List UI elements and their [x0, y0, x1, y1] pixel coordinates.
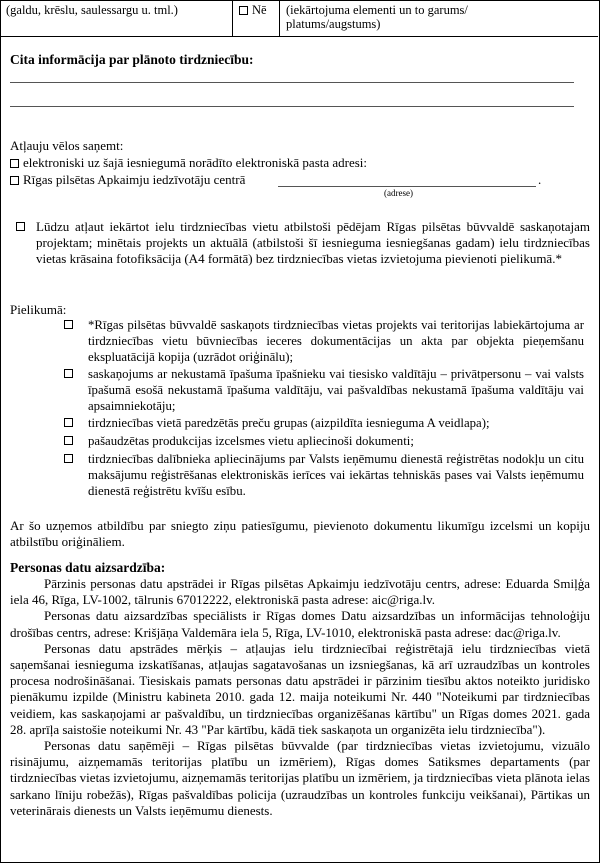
attachment-text: saskaņojums ar nekustamā īpašuma īpašnieku vai tiesisko valdītāju – privātpersonu – vai valsts īpašumā esošā nekustamā īpašuma valdītāju, vai pašvaldības nekustamā īpašuma valdītāju vai apsaimniekotāju;: [88, 367, 584, 413]
data-protection-paragraph: Pārzinis personas datu apstrādei ir Rīgas pilsētas Apkaimju iedzīvotāju centrs, adrese: Eduarda Smiļģa iela 46, Rīga, LV-1002, tālrunis 67012222, elektroniskā pasta adrese: aic@riga.lv.: [10, 576, 590, 608]
elements-line-2: platums/augstums): [286, 17, 381, 31]
address-input-line[interactable]: [278, 186, 536, 187]
permit-option-centre-label: Rīgas pilsētas Apkaimju iedzīvotāju centrā: [23, 172, 246, 187]
attachment-item: [64, 433, 584, 449]
attachment-item: [64, 415, 584, 431]
address-caption: (adrese): [384, 188, 413, 198]
checkbox-centre[interactable]: [10, 176, 19, 185]
top-table-row: [0, 0, 598, 37]
data-protection-paragraph: Personas datu apstrādes mērķis – atļaujas ielu tirdzniecībai reģistrētajā ielu tirdzniecības vietā saņemšanai iesnieguma izskatīšanas, atļaujas sagatavošanas un izsniegšanas, kā arī uzraudzības un kontroles procesa nodrošināšanai. Tiesiskais pamats personas datu apstrādei ir pārzinim tiesību aktos noteikto juridisko pienākumu izpilde (Ministru kabineta 2010. gada 12. maija noteikumi Nr. 440 "Noteikumi par tirdzniecības veidiem, kas saskaņojami ar pašvaldību, un tirdzniecības organizēšanas kārtību" un Rīgas domes 2021. gada 28. aprīļa saistošie noteikumi Nr. 43 "Par kārtību, kādā tiek saskaņota un organizēta ielu tirdzniecība").: [10, 640, 590, 737]
checkbox-attachment-3[interactable]: [64, 418, 73, 427]
address-period: .: [538, 172, 542, 187]
other-info-line-1[interactable]: [10, 82, 574, 83]
permit-heading: Atļauju vēlos saņemt:: [10, 138, 124, 153]
table-cell-elements: [280, 0, 598, 37]
attachment-text: tirdzniecības vietā paredzētās preču grupas (aizpildīta iesnieguma A veidlapa);: [88, 416, 490, 430]
checkbox-email[interactable]: [10, 159, 19, 168]
attachment-item: [64, 451, 584, 499]
permit-option-email: [10, 155, 367, 171]
attachment-text: *Rīgas pilsētas būvvaldē saskaņots tirdzniecības vietas projekts vai teritorijas labiekārtojuma ar tirdzniecības vietu būvniecības ieceres dokumentācijas un akta par objekta pieņemšanu ekspluatācijā kopija (uzrādot oriģinālu);: [88, 318, 584, 364]
attachment-text: pašaudzētas produkcijas izcelsmes vietu apliecinoši dokumenti;: [88, 434, 414, 448]
table-cell-no: [233, 0, 280, 37]
data-protection-paragraph: Personas datu aizsardzības speciālists ir Rīgas domes Datu aizsardzības un informācijas tehnoloģiju drošības centrs, adrese: Krišjāņa Valdemāra iela 5, Rīga, LV-1010, elektroniskā pasta adrese: dac@riga.lv.: [10, 608, 590, 640]
data-protection-paragraph: Personas datu saņēmēji – Rīgas pilsētas būvvalde (par tirdzniecības vietas izvietojumu, vizuālo risinājumu, aizņemamās teritorijas platību un izmēriem), Rīgas domes Satiksmes departaments (par tirdzniecības vietas izvietojumu, aizņemamās teritorijas platību un izmēriem, ja tirdzniecības vieta plānota ielas sarkano līniju robežās), Rīgas pašvaldības policija (uzraudzības un kontroles funkciju veikšanai), Pārtikas un veterinārais dienests un Valsts ieņēmumu dienests.: [10, 738, 590, 818]
request-block: [10, 219, 590, 268]
attachments-heading: Pielikumā:: [10, 302, 67, 317]
no-label: Nē: [252, 3, 267, 17]
attachment-item: [64, 317, 584, 365]
checkbox-attachment-2[interactable]: [64, 369, 73, 378]
request-text: Lūdzu atļaut iekārtot ielu tirdzniecības vietu atbilstoši pēdējam Rīgas pilsētas būvvaldē saskaņotajam projektam; minētais projekts un aktuālā (atbilstoši šī iesnieguma iesniegšanas gadam) ielu tirdzniecības vietas krāsaina fotofiksācija (A4 formātā) bez tirdzniecības vietas izvietojuma pievienoti pielikumā.*: [36, 219, 590, 267]
checkbox-attachment-5[interactable]: [64, 454, 73, 463]
data-protection-heading: Personas datu aizsardzība:: [10, 560, 166, 575]
checkbox-attachment-4[interactable]: [64, 436, 73, 445]
checkbox-request[interactable]: [16, 222, 25, 231]
responsibility-text: Ar šo uzņemos atbildību par sniegto ziņu patiesīgumu, pievienoto dokumentu likumīgu izcelsmi un kopiju atbilstību oriģināliem.: [10, 518, 590, 550]
permit-option-email-label: elektroniski uz šajā iesniegumā norādīto elektroniskā pasta adresi:: [23, 155, 368, 170]
checkbox-attachment-1[interactable]: [64, 320, 73, 329]
checkbox-no[interactable]: [239, 6, 248, 15]
table-cell-description: (galdu, krēslu, saulessargu u. tml.): [0, 0, 233, 37]
attachment-text: tirdzniecības dalībnieka apliecinājums par Valsts ieņēmumu dienestā reģistrētas nodokļu un citu maksājumu reģistrēšanas elektroniskās ierīces vai iekārtas tehniskās pases vai Valsts ieņēmumu dienestā reģistrētu kvīšu esību.: [88, 452, 584, 498]
elements-line-1: (iekārtojuma elementi un to garums/: [286, 3, 468, 17]
other-info-line-2[interactable]: [10, 106, 574, 107]
attachment-item: [64, 366, 584, 414]
other-info-heading: Cita informācija par plānoto tirdzniecību:: [10, 52, 254, 67]
data-protection-body: [10, 576, 590, 819]
permit-option-centre: [10, 172, 245, 188]
